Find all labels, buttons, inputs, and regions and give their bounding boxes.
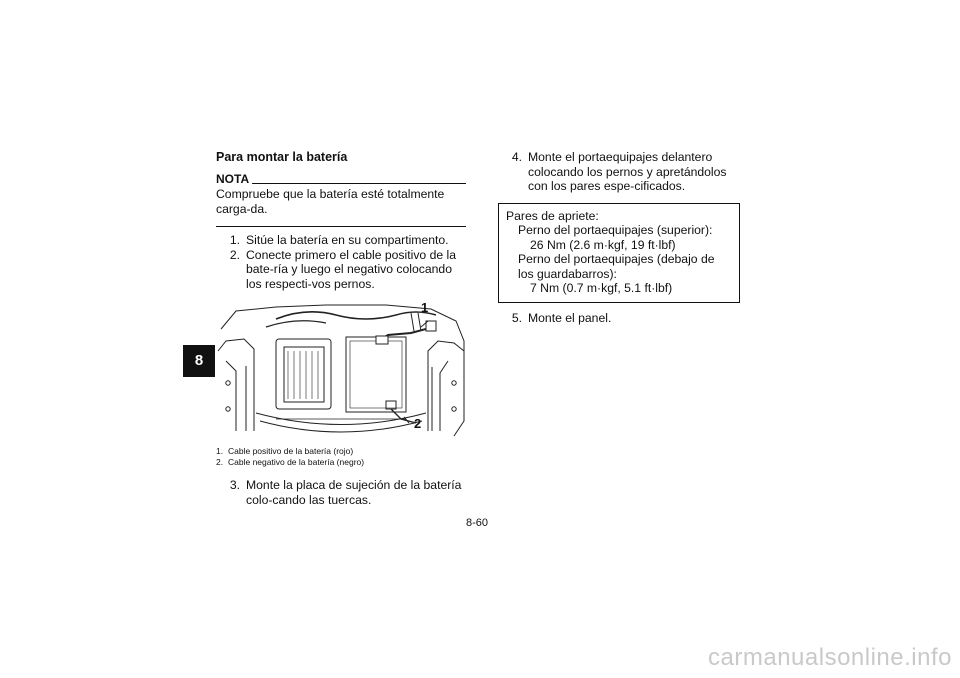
left-column <box>216 150 466 507</box>
step-number: 1. <box>229 233 240 247</box>
caption-number: 2. <box>216 457 224 467</box>
page-number: 8-60 <box>466 517 489 529</box>
torque-spec-box <box>498 203 740 303</box>
figure-captions <box>216 446 466 468</box>
step-text: Monte el portaequipajes delantero colocando los pernos y apretándolos con los pares espe-cificados. <box>528 150 727 193</box>
step-text: Sitúe la batería en su compartimento. <box>246 233 449 247</box>
steps-list <box>216 233 466 291</box>
section-heading: Para montar la batería <box>216 150 348 164</box>
step-number: 3. <box>229 478 240 492</box>
right-column <box>498 150 740 325</box>
spec-item-2-label: Perno del portaequipajes (debajo de los guardabarros): <box>518 252 715 281</box>
spec-item-2-value: 7 Nm (0.7 m·kgf, 5.1 ft·lbf) <box>530 281 673 295</box>
step-number: 2. <box>229 247 240 262</box>
watermark: carmanualsonline.info <box>708 644 952 671</box>
step-text: Monte la placa de sujeción de la batería colo-cando las tuercas. <box>246 478 462 507</box>
step-4 <box>498 150 740 194</box>
caption-text: Cable negativo de la batería (negro) <box>228 457 365 467</box>
step-1 <box>216 233 466 248</box>
chapter-tab: 8 <box>183 345 215 377</box>
step-number: 4. <box>511 150 522 164</box>
caption-number: 1. <box>216 446 224 456</box>
spec-title: Pares de apriete: <box>506 208 599 223</box>
battery-figure <box>216 301 466 441</box>
step-3 <box>216 478 466 507</box>
note-rule <box>252 183 466 184</box>
note-label: NOTA <box>216 172 250 186</box>
note-end-rule <box>216 226 466 227</box>
step-5 <box>498 311 740 326</box>
caption-2 <box>216 457 466 468</box>
step-number: 5. <box>511 310 522 325</box>
battery-compartment-illustration <box>216 301 466 441</box>
note-text: Compruebe que la batería esté totalmente carga-da. <box>216 187 445 216</box>
step-text: Monte el panel. <box>528 310 612 325</box>
spec-item-1-label: Perno del portaequipajes (superior): <box>518 223 713 237</box>
callout-2: 2 <box>414 416 422 431</box>
caption-1 <box>216 446 466 457</box>
note-header <box>216 171 466 185</box>
step-text: Conecte primero el cable positivo de la bate-ría y luego el negativo colocando los respecti-vos pernos. <box>246 247 457 291</box>
callout-1: 1 <box>421 300 429 315</box>
caption-text: Cable positivo de la batería (rojo) <box>228 446 354 456</box>
spec-item-1-value: 26 Nm (2.6 m·kgf, 19 ft·lbf) <box>530 237 676 252</box>
step-2 <box>216 248 466 292</box>
